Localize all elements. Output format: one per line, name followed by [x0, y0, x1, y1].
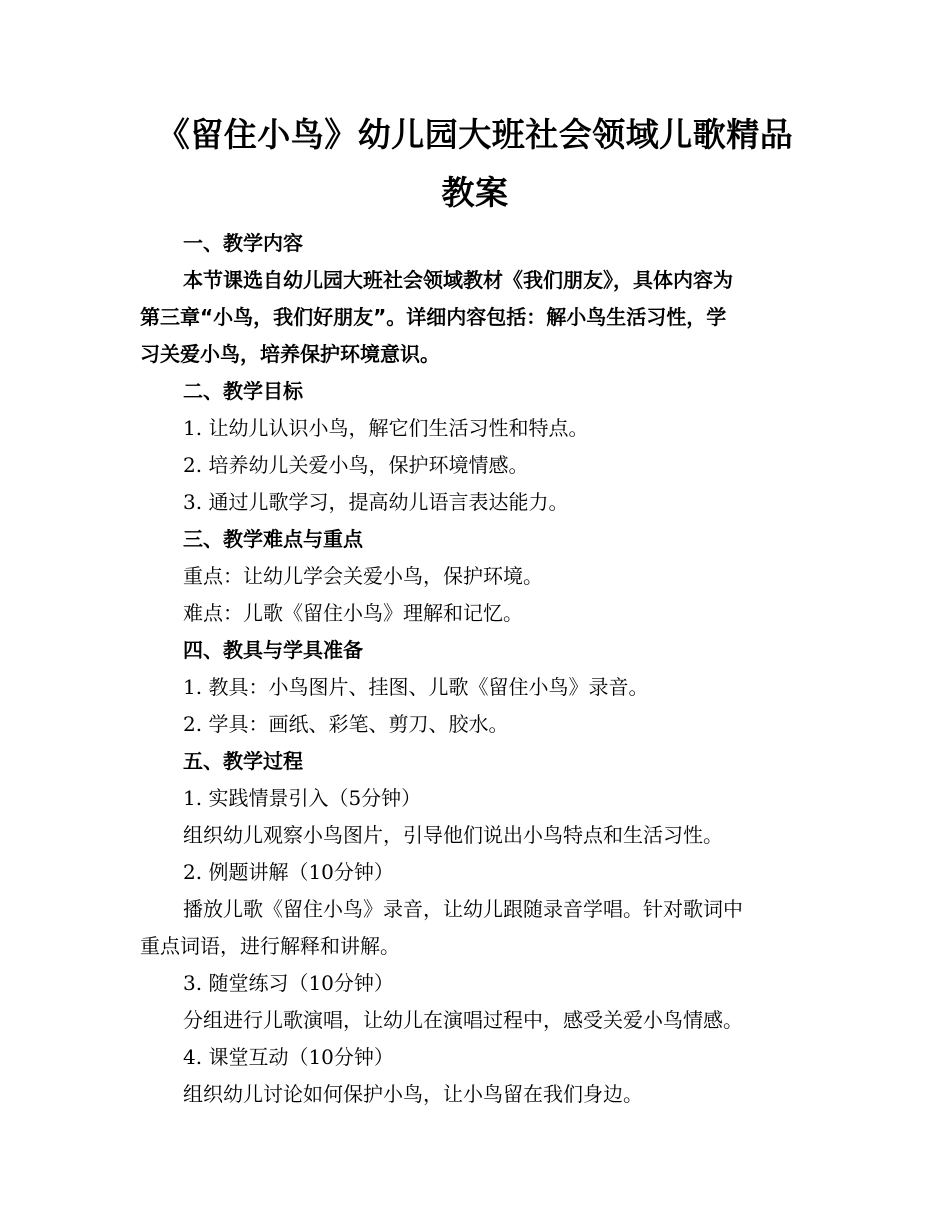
process-step-3-text: 分组进行儿歌演唱，让幼儿在演唱过程中，感受关爱小鸟情感。: [183, 1008, 743, 1032]
goal-item-1: 1. 让幼儿认识小鸟，解它们生活习性和特点。: [183, 416, 589, 440]
goal-item-3: 3. 通过儿歌学习，提高幼儿语言表达能力。: [183, 490, 569, 514]
process-step-4-text: 组织幼儿讨论如何保护小鸟，让小鸟留在我们身边。: [183, 1082, 643, 1106]
materials-item-1: 1. 教具：小鸟图片、挂图、儿歌《留住小鸟》录音。: [183, 675, 649, 699]
focus-difficulty: 难点：儿歌《留住小鸟》理解和记忆。: [183, 601, 523, 625]
process-step-2-title: 2. 例题讲解（10分钟）: [183, 860, 394, 884]
section-heading-goals: 二、教学目标: [183, 379, 303, 403]
document-title-line-1: 《留住小鸟》幼儿园大班社会领域儿歌精品: [156, 115, 794, 154]
section-heading-materials: 四、教具与学具准备: [183, 638, 363, 662]
process-step-4-title: 4. 课堂互动（10分钟）: [183, 1045, 394, 1069]
section-heading-process: 五、教学过程: [183, 749, 303, 773]
process-step-1-text: 组织幼儿观察小鸟图片，引导他们说出小鸟特点和生活习性。: [183, 823, 723, 847]
materials-item-2: 2. 学具：画纸、彩笔、剪刀、胶水。: [183, 712, 509, 736]
content-paragraph-line-2: 第三章“小鸟，我们好朋友”。详细内容包括：解小鸟生活习性，学: [140, 305, 727, 329]
content-paragraph-line-3: 习关爱小鸟，培养保护环境意识。: [140, 342, 440, 366]
section-heading-focus: 三、教学难点与重点: [183, 527, 363, 551]
process-step-2-text-line-2: 重点词语，进行解释和讲解。: [140, 934, 400, 958]
focus-key-point: 重点：让幼儿学会关爱小鸟，保护环境。: [183, 564, 543, 588]
process-step-1-title: 1. 实践情景引入（5分钟）: [183, 786, 422, 810]
document-title-line-2: 教案: [441, 173, 509, 212]
process-step-3-title: 3. 随堂练习（10分钟）: [183, 971, 394, 995]
process-step-2-text-line-1: 播放儿歌《留住小鸟》录音，让幼儿跟随录音学唱。针对歌词中: [183, 897, 743, 921]
goal-item-2: 2. 培养幼儿关爱小鸟，保护环境情感。: [183, 453, 529, 477]
content-paragraph-line-1: 本节课选自幼儿园大班社会领域教材《我们朋友》，具体内容为: [183, 268, 733, 292]
section-heading-content: 一、教学内容: [183, 231, 303, 255]
